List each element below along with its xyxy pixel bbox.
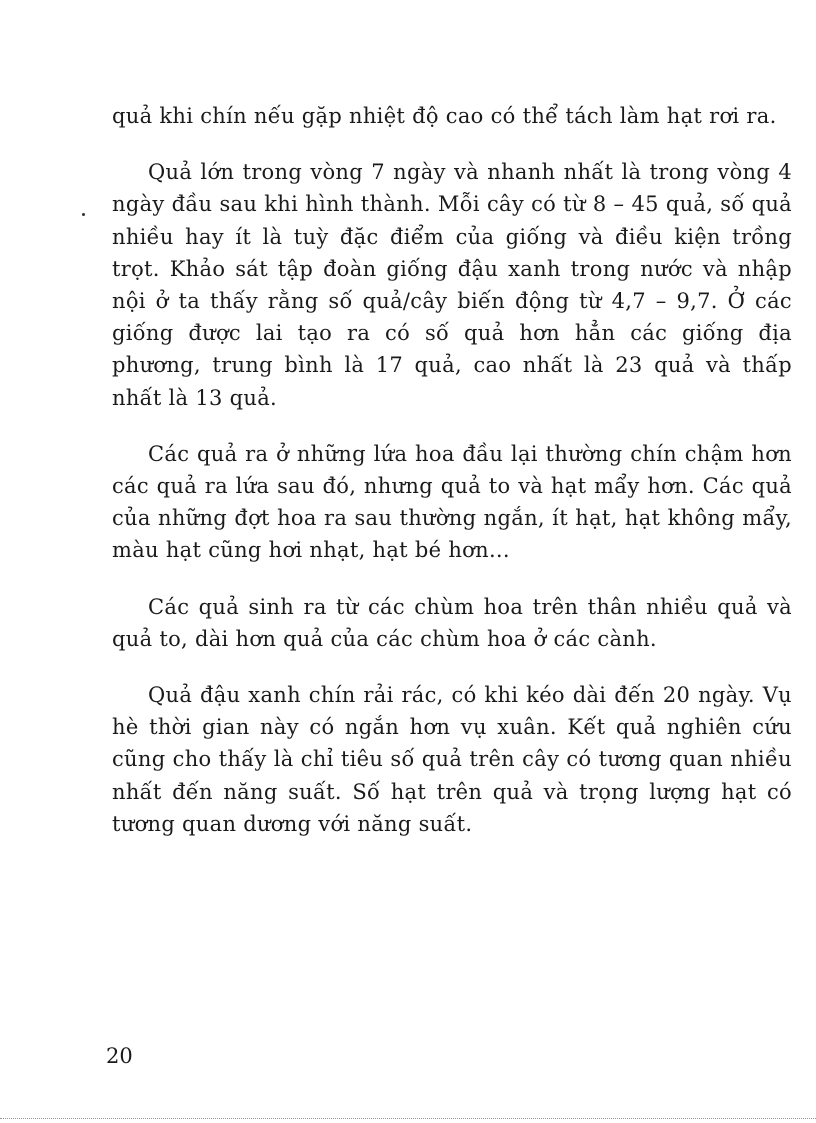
stray-mark	[82, 213, 85, 216]
paragraph-gap	[112, 567, 792, 591]
page-number: 20	[106, 1044, 133, 1068]
paragraph-gap	[112, 132, 792, 156]
paragraph-4: Các quả sinh ra từ các chùm hoa trên thân nhiều quả và quả to, dài hơn quả của các chùm hoa ở các cành.	[112, 594, 792, 651]
paragraph-gap	[112, 655, 792, 679]
scan-edge	[0, 1118, 816, 1119]
paragraph-5: Quả đậu xanh chín rải rác, có khi kéo dài đến 20 ngày. Vụ hè thời gian này có ngắn hơn vụ xuân. Kết quả nghiên cứu cũng cho thấy là chỉ tiêu số quả trên cây có tương quan nhiều nhất đến năng suất. Số hạt trên quả và trọng lượng hạt có tương quan dương với năng suất.	[112, 683, 792, 836]
paragraph-2: Quả lớn trong vòng 7 ngày và nhanh nhất là trong vòng 4 ngày đầu sau khi hình thành. Mỗi cây có từ 8 – 45 quả, số quả nhiều hay ít là tuỳ đặc điểm của giống và điều kiện trồng trọt. Khảo sát tập đoàn giống đậu xanh trong nước và nhập nội ở ta thấy rằng số quả/cây biến động từ 4,7 – 9,7. Ở các giống được lai tạo ra có số quả hơn hẳn các giống địa phương, trung bình là 17 quả, cao nhất là 23 quả và thấp nhất là 13 quả.	[112, 160, 792, 410]
paragraph-3: Các quả ra ở những lứa hoa đầu lại thường chín chậm hơn các quả ra lứa sau đó, nhưng quả to và hạt mẩy hơn. Các quả của những đợt hoa ra sau thường ngắn, ít hạt, hạt không mẩy, màu hạt cũng hơi nhạt, hạt bé hơn...	[112, 441, 792, 563]
paragraph-1: quả khi chín nếu gặp nhiệt độ cao có thể tách làm hạt rơi ra.	[112, 104, 777, 128]
body-text	[112, 100, 792, 840]
paragraph-gap	[112, 414, 792, 438]
